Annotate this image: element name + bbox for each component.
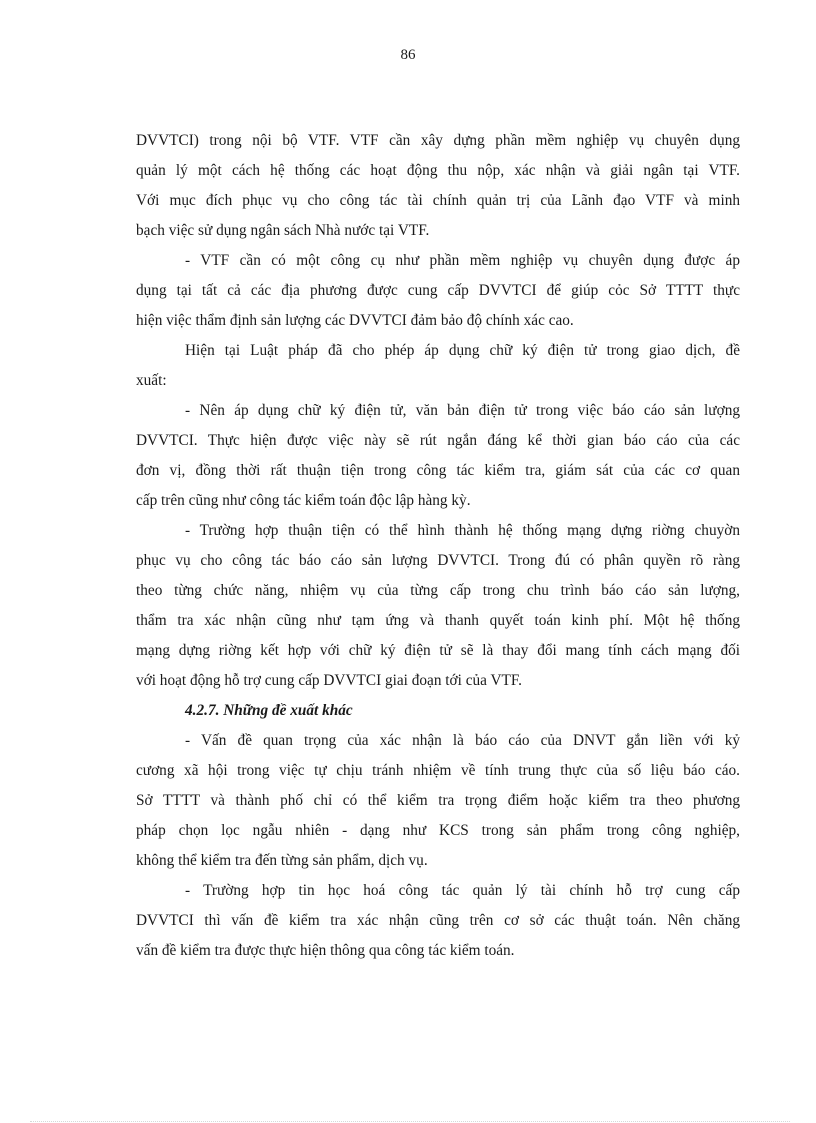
text-line: cấp trên cũng như công tác kiểm toán độc lập hàng kỳ. xyxy=(136,492,471,509)
text-line: phục vụ cho công tác báo cáo sản lượng DVVTCI. Trong đú có phân quyền rõ ràng xyxy=(136,552,740,569)
document-body xyxy=(136,126,740,966)
text-line: Hiện tại Luật pháp đã cho phép áp dụng chữ ký điện tử trong giao dịch, đề xyxy=(185,342,740,359)
page-number: 86 xyxy=(400,47,416,63)
text-line: - Vấn đề quan trọng của xác nhận là báo cáo của DNVT gắn liền với kỷ xyxy=(185,732,740,749)
text-line: DVVTCI. Thực hiện được việc này sẽ rút ngắn đáng kể thời gian báo cáo của các xyxy=(136,432,740,449)
section-heading: 4.2.7. Những đề xuất khác xyxy=(185,702,353,719)
text-line: pháp chọn lọc ngẫu nhiên - dạng như KCS trong sản phẩm trong công nghiệp, xyxy=(136,822,740,839)
text-line: hiện việc thẩm định sản lượng các DVVTCI đảm bảo độ chính xác cao. xyxy=(136,312,574,329)
text-line: dụng tại tất cả các địa phương được cung cấp DVVTCI để giúp cỏc Sở TTTT thực xyxy=(136,282,740,299)
text-line: - Trường hợp thuận tiện có thể hình thành hệ thống mạng dựng riờng chuyờn xyxy=(185,522,740,539)
text-line: bạch việc sử dụng ngân sách Nhà nước tại VTF. xyxy=(136,222,430,239)
text-line: quản lý một cách hệ thống các hoạt động thu nộp, xác nhận và giải ngân tại VTF. xyxy=(136,162,740,179)
text-line: - VTF cần có một công cụ như phần mềm nghiệp vụ chuyên dụng được áp xyxy=(185,252,740,269)
text-line: cương xã hội trong việc tự chịu tránh nhiệm về tính trung thực của số liệu báo cáo. xyxy=(136,762,740,779)
text-line: mạng dựng riờng kết hợp với chữ ký điện tử sẽ là thay đổi mang tính cách mạng đối xyxy=(136,642,740,659)
text-line: - Nên áp dụng chữ ký điện tử, văn bản điện tử trong việc báo cáo sản lượng xyxy=(185,402,740,419)
text-line: Với mục đích phục vụ cho công tác tài chính quản trị của Lãnh đạo VTF và minh xyxy=(136,192,740,209)
text-line: xuất: xyxy=(136,372,167,389)
text-line: Sở TTTT và thành phố chỉ có thể kiểm tra trọng điểm hoặc kiểm tra theo phương xyxy=(136,792,740,809)
text-line: đơn vị, đồng thời rất thuận tiện trong công tác kiểm tra, giám sát của các cơ quan xyxy=(136,462,740,479)
text-line: với hoạt động hỗ trợ cung cấp DVVTCI giai đoạn tới của VTF. xyxy=(136,672,522,689)
footer-divider xyxy=(30,1121,790,1122)
text-line: DVVTCI) trong nội bộ VTF. VTF cần xây dựng phần mềm nghiệp vụ chuyên dụng xyxy=(136,132,740,149)
text-line: theo từng chức năng, nhiệm vụ của từng cấp trong chu trình báo cáo sản lượng, xyxy=(136,582,740,599)
text-line: không thể kiểm tra đến từng sản phẩm, dịch vụ. xyxy=(136,852,428,869)
text-line: vấn đề kiểm tra được thực hiện thông qua công tác kiểm toán. xyxy=(136,942,515,959)
text-line: DVVTCI thì vấn đề kiểm tra xác nhận cũng trên cơ sở các thuật toán. Nên chăng xyxy=(136,912,740,929)
text-line: - Trường hợp tin học hoá công tác quản lý tài chính hỗ trợ cung cấp xyxy=(185,882,740,899)
text-line: thẩm tra xác nhận cũng như tạm ứng và thanh quyết toán kinh phí. Một hệ thống xyxy=(136,612,740,629)
